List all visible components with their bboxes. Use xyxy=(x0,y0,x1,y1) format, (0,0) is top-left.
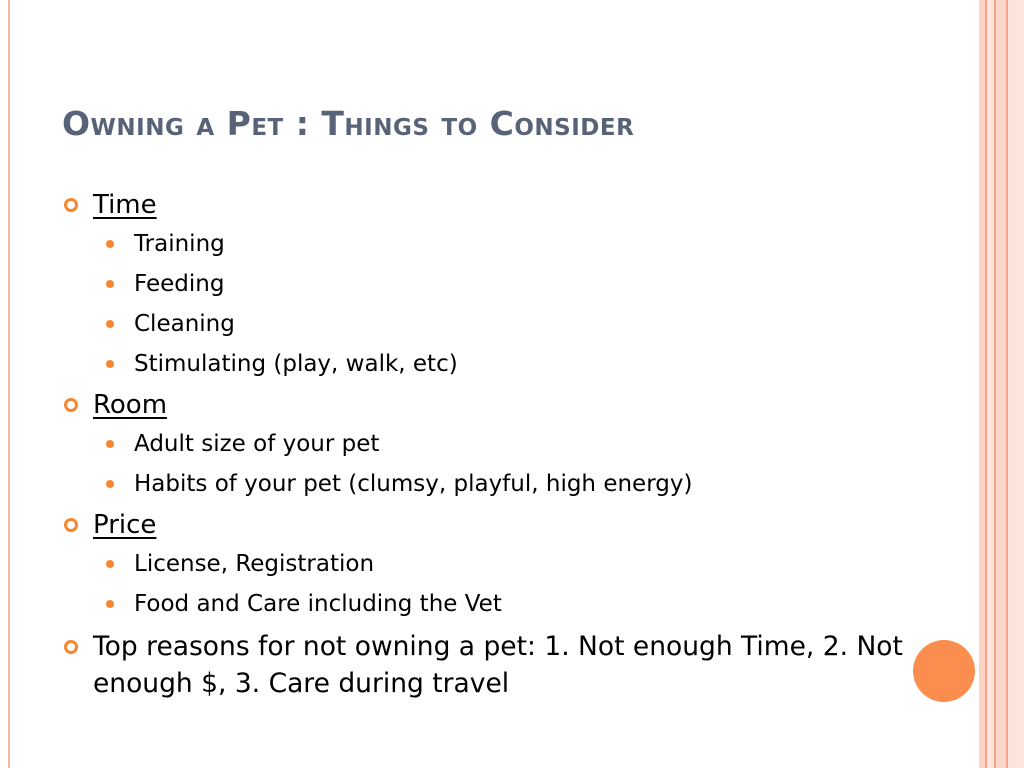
list-item-label: License, Registration xyxy=(134,551,375,577)
bullet-dot-icon xyxy=(106,360,114,368)
list-item xyxy=(62,264,942,304)
right-stripe xyxy=(1008,0,1024,768)
list-item xyxy=(62,424,942,464)
bullet-dot-icon xyxy=(106,600,114,608)
list-item xyxy=(62,584,942,624)
slide-title: Owning a Pet : Things to Consider xyxy=(62,104,635,143)
bullet-dot-icon xyxy=(106,240,114,248)
list-item-label: Food and Care including the Vet xyxy=(134,591,502,617)
bullet-ring-icon xyxy=(64,398,78,412)
list-item xyxy=(62,464,942,504)
bullet-dot-icon xyxy=(106,320,114,328)
section-heading-time xyxy=(62,188,942,222)
sub-list xyxy=(62,224,942,384)
bullet-ring-icon xyxy=(64,198,78,212)
bullet-dot-icon xyxy=(106,560,114,568)
bullet-dot-icon xyxy=(106,280,114,288)
section-heading-label: Room xyxy=(93,390,168,420)
bullet-dot-icon xyxy=(106,480,114,488)
list-item-label: Adult size of your pet xyxy=(134,431,380,457)
right-stripe xyxy=(987,0,994,768)
list-item-label: Cleaning xyxy=(134,311,235,337)
section-heading-price xyxy=(62,508,942,542)
list-item xyxy=(62,344,942,384)
bullet-dot-icon xyxy=(106,440,114,448)
list-item xyxy=(62,224,942,264)
list-item xyxy=(62,304,942,344)
sub-list xyxy=(62,424,942,504)
section-heading-label: Time xyxy=(93,190,157,220)
section-heading-room xyxy=(62,388,942,422)
list-item-label: Habits of your pet (clumsy, playful, high energy) xyxy=(134,471,693,497)
left-border-line xyxy=(8,0,10,768)
final-point xyxy=(62,628,942,702)
list-item-label: Training xyxy=(134,231,225,257)
list-item-label: Feeding xyxy=(134,271,225,297)
sub-list xyxy=(62,544,942,624)
list-item xyxy=(62,544,942,584)
bullet-ring-icon xyxy=(64,640,78,654)
right-stripe xyxy=(996,0,1006,768)
slide-content xyxy=(62,184,942,702)
final-point-text: Top reasons for not owning a pet: 1. Not enough Time, 2. Not enough $, 3. Care during travel xyxy=(93,631,903,699)
bullet-ring-icon xyxy=(64,518,78,532)
section-heading-label: Price xyxy=(93,510,157,540)
list-item-label: Stimulating (play, walk, etc) xyxy=(134,351,458,377)
